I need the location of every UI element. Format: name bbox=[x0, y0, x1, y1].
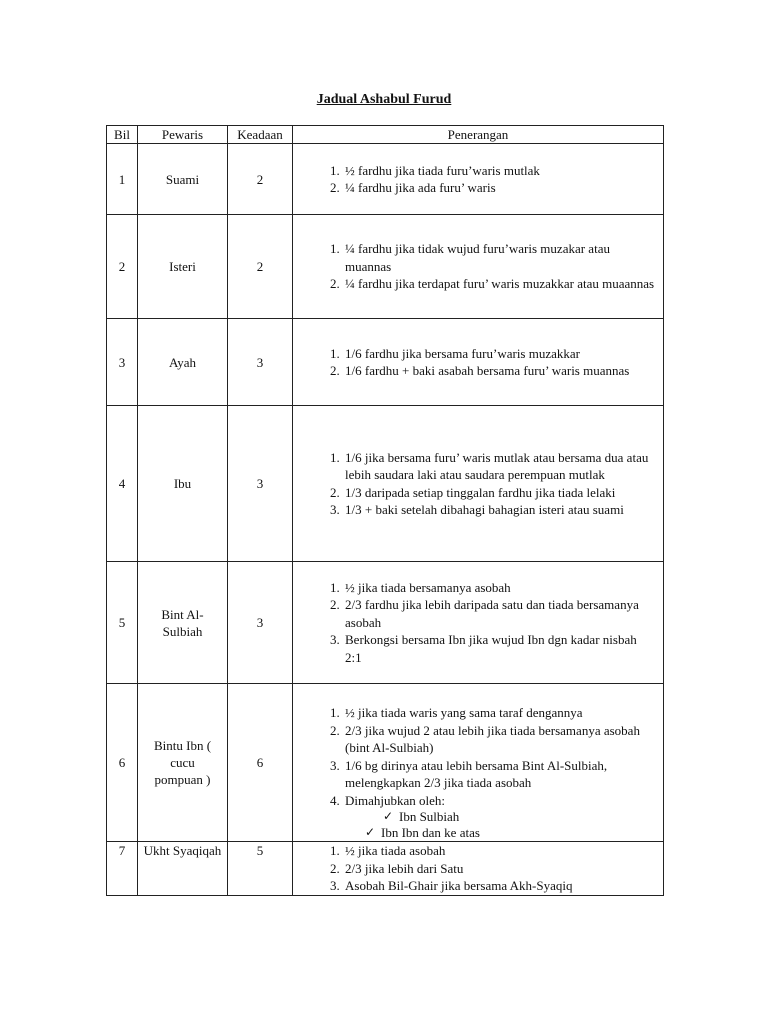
list-item: 1. 1/6 jika bersama furu’ waris mutlak atau bersama dua atau lebih saudara laki atau saudara perempuan mutlak bbox=[343, 449, 655, 484]
keadaan-cell: 2 bbox=[228, 215, 293, 319]
penerangan-cell bbox=[293, 144, 664, 215]
keadaan-cell: 3 bbox=[228, 562, 293, 684]
penerangan-list bbox=[293, 579, 663, 667]
table-row bbox=[107, 215, 664, 319]
table-row bbox=[107, 842, 664, 896]
penerangan-cell bbox=[293, 562, 664, 684]
list-item: 1. ½ jika tiada waris yang sama taraf dengannya bbox=[343, 704, 655, 722]
table-row bbox=[107, 144, 664, 215]
list-item: 2. 2/3 fardhu jika lebih daripada satu dan tiada bersamanya asobah bbox=[343, 596, 655, 631]
penerangan-list bbox=[293, 240, 663, 293]
penerangan-list bbox=[293, 449, 663, 519]
list-item: 1. ½ jika tiada bersamanya asobah bbox=[343, 579, 655, 597]
pewaris-cell: Suami bbox=[138, 144, 228, 215]
keadaan-cell: 2 bbox=[228, 144, 293, 215]
penerangan-list bbox=[293, 704, 663, 809]
table-row bbox=[107, 406, 664, 562]
bil-cell: 1 bbox=[107, 144, 138, 215]
ashabul-furud-table bbox=[106, 125, 664, 896]
list-item: 3. 1/6 bg dirinya atau lebih bersama Bint Al-Sulbiah, melengkapkan 2/3 jika tiada asobah bbox=[343, 757, 655, 792]
table-row bbox=[107, 562, 664, 684]
list-item: 1. 1/6 fardhu jika bersama furu’waris muzakkar bbox=[343, 345, 655, 363]
pewaris-cell: Ukht Syaqiqah bbox=[138, 842, 228, 896]
list-item: 2. 2/3 jika wujud 2 atau lebih jika tiada bersamanya asobah (bint Al-Sulbiah) bbox=[343, 722, 655, 757]
bil-cell: 3 bbox=[107, 319, 138, 406]
mahjub-check-list bbox=[293, 809, 663, 841]
list-item: 1. ½ jika tiada asobah bbox=[343, 842, 655, 860]
list-item: 4. Dimahjubkan oleh: bbox=[343, 792, 655, 810]
list-item: 2. 1/6 fardhu + baki asabah bersama furu’ waris muannas bbox=[343, 362, 655, 380]
header-pewaris: Pewaris bbox=[138, 126, 228, 144]
list-item: 2. ¼ fardhu jika ada furu’ waris bbox=[343, 179, 655, 197]
bil-cell: 7 bbox=[107, 842, 138, 896]
list-item: 1. ¼ fardhu jika tidak wujud furu’waris muzakar atau muannas bbox=[343, 240, 655, 275]
pewaris-cell: Bintu Ibn ( cucu pompuan ) bbox=[138, 684, 228, 842]
penerangan-list bbox=[293, 842, 663, 895]
penerangan-cell bbox=[293, 319, 664, 406]
penerangan-list bbox=[293, 162, 663, 197]
bil-cell: 2 bbox=[107, 215, 138, 319]
list-item: 2. 1/3 daripada setiap tinggalan fardhu jika tiada lelaki bbox=[343, 484, 655, 502]
table-row bbox=[107, 319, 664, 406]
header-row bbox=[107, 126, 664, 144]
list-item: 3. 1/3 + baki setelah dibahagi bahagian isteri atau suami bbox=[343, 501, 655, 519]
check-item: ✓ Ibn Ibn dan ke atas bbox=[381, 825, 663, 841]
list-item: 1. ½ fardhu jika tiada furu’waris mutlak bbox=[343, 162, 655, 180]
document-title: Jadual Ashabul Furud bbox=[316, 92, 452, 107]
keadaan-cell: 6 bbox=[228, 684, 293, 842]
table-row bbox=[107, 684, 664, 842]
penerangan-cell bbox=[293, 842, 664, 896]
bil-cell: 5 bbox=[107, 562, 138, 684]
pewaris-cell: Isteri bbox=[138, 215, 228, 319]
penerangan-list bbox=[293, 345, 663, 380]
check-item: ✓ Ibn Sulbiah bbox=[399, 809, 663, 825]
pewaris-cell: Bint Al-Sulbiah bbox=[138, 562, 228, 684]
bil-cell: 6 bbox=[107, 684, 138, 842]
keadaan-cell: 5 bbox=[228, 842, 293, 896]
list-item: 2. 2/3 jika lebih dari Satu bbox=[343, 860, 655, 878]
keadaan-cell: 3 bbox=[228, 319, 293, 406]
list-item: 3. Berkongsi bersama Ibn jika wujud Ibn dgn kadar nisbah 2:1 bbox=[343, 631, 655, 666]
penerangan-cell bbox=[293, 684, 664, 842]
keadaan-cell: 3 bbox=[228, 406, 293, 562]
penerangan-cell bbox=[293, 215, 664, 319]
pewaris-cell: Ayah bbox=[138, 319, 228, 406]
bil-cell: 4 bbox=[107, 406, 138, 562]
pewaris-cell: Ibu bbox=[138, 406, 228, 562]
list-item: 3. Asobah Bil-Ghair jika bersama Akh-Syaqiq bbox=[343, 877, 655, 895]
header-bil: Bil bbox=[107, 126, 138, 144]
header-penerangan: Penerangan bbox=[293, 126, 664, 144]
penerangan-cell bbox=[293, 406, 664, 562]
header-keadaan: Keadaan bbox=[228, 126, 293, 144]
list-item: 2. ¼ fardhu jika terdapat furu’ waris muzakkar atau muaannas bbox=[343, 275, 655, 293]
